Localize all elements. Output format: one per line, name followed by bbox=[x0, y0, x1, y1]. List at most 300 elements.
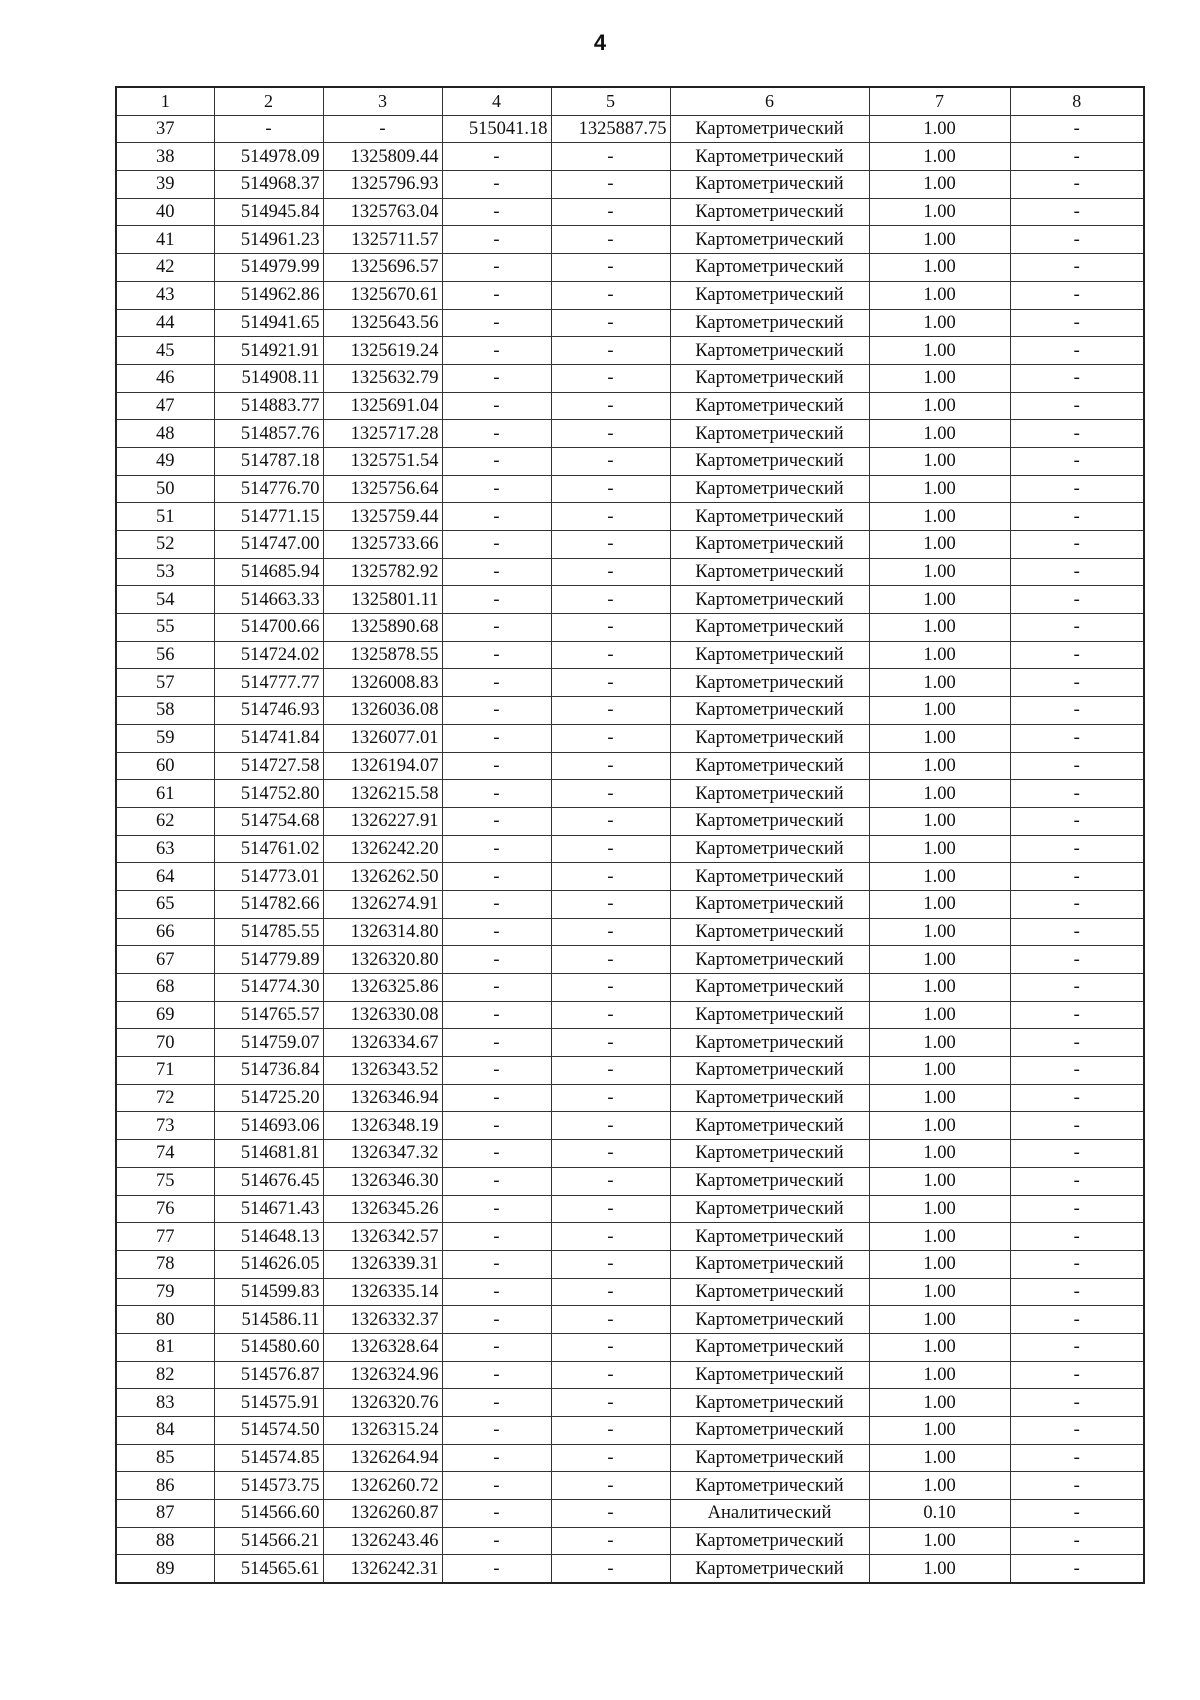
method-cell: Картометрический bbox=[670, 807, 869, 835]
column-header: 7 bbox=[869, 87, 1010, 115]
note-cell: - bbox=[1010, 1112, 1144, 1140]
accuracy-cell: 1.00 bbox=[869, 780, 1010, 808]
accuracy-cell: 1.00 bbox=[869, 890, 1010, 918]
note-cell: - bbox=[1010, 1195, 1144, 1223]
point-number-cell: 79 bbox=[116, 1278, 214, 1306]
y-coordinate-cell: 1325878.55 bbox=[323, 641, 442, 669]
note-cell: - bbox=[1010, 558, 1144, 586]
table-row bbox=[116, 1250, 1144, 1278]
y-coordinate-cell: 1326332.37 bbox=[323, 1306, 442, 1334]
accuracy-cell: 1.00 bbox=[869, 254, 1010, 282]
table-row bbox=[116, 1084, 1144, 1112]
y-coordinate-cell: 1326242.20 bbox=[323, 835, 442, 863]
y-new-coordinate-cell: - bbox=[551, 143, 670, 171]
y-coordinate-cell: 1326314.80 bbox=[323, 918, 442, 946]
note-cell: - bbox=[1010, 171, 1144, 199]
method-cell: Картометрический bbox=[670, 475, 869, 503]
note-cell: - bbox=[1010, 614, 1144, 642]
x-coordinate-cell: 514574.85 bbox=[214, 1444, 323, 1472]
x-coordinate-cell: 514566.21 bbox=[214, 1527, 323, 1555]
table-row bbox=[116, 641, 1144, 669]
note-cell: - bbox=[1010, 143, 1144, 171]
column-header: 8 bbox=[1010, 87, 1144, 115]
point-number-cell: 69 bbox=[116, 1001, 214, 1029]
x-new-coordinate-cell: - bbox=[442, 503, 551, 531]
accuracy-cell: 1.00 bbox=[869, 1472, 1010, 1500]
table-row bbox=[116, 1112, 1144, 1140]
note-cell: - bbox=[1010, 863, 1144, 891]
y-coordinate-cell: 1325717.28 bbox=[323, 420, 442, 448]
x-coordinate-cell: 514941.65 bbox=[214, 309, 323, 337]
method-cell: Картометрический bbox=[670, 1084, 869, 1112]
point-number-cell: 83 bbox=[116, 1389, 214, 1417]
x-coordinate-cell: 514566.60 bbox=[214, 1500, 323, 1528]
note-cell: - bbox=[1010, 807, 1144, 835]
y-new-coordinate-cell: - bbox=[551, 1057, 670, 1085]
method-cell: Картометрический bbox=[670, 1029, 869, 1057]
y-new-coordinate-cell: - bbox=[551, 1084, 670, 1112]
x-new-coordinate-cell: - bbox=[442, 697, 551, 725]
x-new-coordinate-cell: - bbox=[442, 1140, 551, 1168]
note-cell: - bbox=[1010, 309, 1144, 337]
y-new-coordinate-cell: - bbox=[551, 1389, 670, 1417]
y-new-coordinate-cell: - bbox=[551, 447, 670, 475]
x-new-coordinate-cell: - bbox=[442, 1417, 551, 1445]
x-coordinate-cell: 514921.91 bbox=[214, 337, 323, 365]
table-row bbox=[116, 531, 1144, 559]
y-coordinate-cell: 1326077.01 bbox=[323, 724, 442, 752]
method-cell: Картометрический bbox=[670, 503, 869, 531]
point-number-cell: 65 bbox=[116, 890, 214, 918]
point-number-cell: 48 bbox=[116, 420, 214, 448]
y-new-coordinate-cell: - bbox=[551, 752, 670, 780]
accuracy-cell: 1.00 bbox=[869, 1001, 1010, 1029]
x-new-coordinate-cell: - bbox=[442, 807, 551, 835]
point-number-cell: 63 bbox=[116, 835, 214, 863]
table-row bbox=[116, 1500, 1144, 1528]
note-cell: - bbox=[1010, 946, 1144, 974]
x-coordinate-cell: 514776.70 bbox=[214, 475, 323, 503]
y-new-coordinate-cell: - bbox=[551, 780, 670, 808]
table-row bbox=[116, 475, 1144, 503]
x-coordinate-cell: 514724.02 bbox=[214, 641, 323, 669]
y-new-coordinate-cell: - bbox=[551, 1306, 670, 1334]
y-coordinate-cell: 1326036.08 bbox=[323, 697, 442, 725]
y-coordinate-cell: 1326315.24 bbox=[323, 1417, 442, 1445]
accuracy-cell: 1.00 bbox=[869, 1029, 1010, 1057]
method-cell: Картометрический bbox=[670, 946, 869, 974]
table-row bbox=[116, 1223, 1144, 1251]
note-cell: - bbox=[1010, 1167, 1144, 1195]
point-number-cell: 74 bbox=[116, 1140, 214, 1168]
y-coordinate-cell: 1326264.94 bbox=[323, 1444, 442, 1472]
y-new-coordinate-cell: - bbox=[551, 503, 670, 531]
y-coordinate-cell: 1325763.04 bbox=[323, 198, 442, 226]
coordinates-table bbox=[115, 86, 1145, 1584]
y-new-coordinate-cell: - bbox=[551, 226, 670, 254]
x-new-coordinate-cell: - bbox=[442, 226, 551, 254]
method-cell: Картометрический bbox=[670, 1389, 869, 1417]
y-new-coordinate-cell: - bbox=[551, 1223, 670, 1251]
x-new-coordinate-cell: - bbox=[442, 171, 551, 199]
x-coordinate-cell: 514883.77 bbox=[214, 392, 323, 420]
method-cell: Картометрический bbox=[670, 171, 869, 199]
y-coordinate-cell: 1325809.44 bbox=[323, 143, 442, 171]
point-number-cell: 78 bbox=[116, 1250, 214, 1278]
table-row bbox=[116, 890, 1144, 918]
table-row bbox=[116, 198, 1144, 226]
table-row bbox=[116, 614, 1144, 642]
method-cell: Картометрический bbox=[670, 724, 869, 752]
y-new-coordinate-cell: - bbox=[551, 974, 670, 1002]
y-coordinate-cell: 1326328.64 bbox=[323, 1333, 442, 1361]
x-new-coordinate-cell: - bbox=[442, 1333, 551, 1361]
y-coordinate-cell: 1325696.57 bbox=[323, 254, 442, 282]
y-coordinate-cell: 1326339.31 bbox=[323, 1250, 442, 1278]
x-coordinate-cell: 514565.61 bbox=[214, 1555, 323, 1583]
accuracy-cell: 1.00 bbox=[869, 447, 1010, 475]
x-new-coordinate-cell: - bbox=[442, 641, 551, 669]
method-cell: Картометрический bbox=[670, 974, 869, 1002]
point-number-cell: 47 bbox=[116, 392, 214, 420]
note-cell: - bbox=[1010, 337, 1144, 365]
y-new-coordinate-cell: - bbox=[551, 1195, 670, 1223]
method-cell: Картометрический bbox=[670, 226, 869, 254]
method-cell: Картометрический bbox=[670, 890, 869, 918]
x-coordinate-cell: 514759.07 bbox=[214, 1029, 323, 1057]
method-cell: Картометрический bbox=[670, 780, 869, 808]
y-coordinate-cell: 1326260.72 bbox=[323, 1472, 442, 1500]
table-row bbox=[116, 1361, 1144, 1389]
column-header: 3 bbox=[323, 87, 442, 115]
note-cell: - bbox=[1010, 1140, 1144, 1168]
x-new-coordinate-cell: - bbox=[442, 918, 551, 946]
method-cell: Картометрический bbox=[670, 1112, 869, 1140]
note-cell: - bbox=[1010, 780, 1144, 808]
y-new-coordinate-cell: - bbox=[551, 946, 670, 974]
page-number: 4 bbox=[593, 30, 607, 55]
y-new-coordinate-cell: - bbox=[551, 254, 670, 282]
accuracy-cell: 1.00 bbox=[869, 226, 1010, 254]
table-row bbox=[116, 1167, 1144, 1195]
y-new-coordinate-cell: - bbox=[551, 807, 670, 835]
accuracy-cell: 1.00 bbox=[869, 281, 1010, 309]
note-cell: - bbox=[1010, 724, 1144, 752]
point-number-cell: 61 bbox=[116, 780, 214, 808]
method-cell: Картометрический bbox=[670, 614, 869, 642]
method-cell: Картометрический bbox=[670, 835, 869, 863]
x-new-coordinate-cell: - bbox=[442, 531, 551, 559]
note-cell: - bbox=[1010, 1555, 1144, 1583]
table-row bbox=[116, 807, 1144, 835]
table-row bbox=[116, 669, 1144, 697]
x-coordinate-cell: 514576.87 bbox=[214, 1361, 323, 1389]
method-cell: Картометрический bbox=[670, 143, 869, 171]
table-header-row bbox=[116, 87, 1144, 115]
x-coordinate-cell: 514787.18 bbox=[214, 447, 323, 475]
point-number-cell: 68 bbox=[116, 974, 214, 1002]
table-row bbox=[116, 974, 1144, 1002]
x-coordinate-cell: 514779.89 bbox=[214, 946, 323, 974]
x-new-coordinate-cell: - bbox=[442, 974, 551, 1002]
y-coordinate-cell: 1326227.91 bbox=[323, 807, 442, 835]
x-coordinate-cell: 514599.83 bbox=[214, 1278, 323, 1306]
note-cell: - bbox=[1010, 1084, 1144, 1112]
point-number-cell: 50 bbox=[116, 475, 214, 503]
x-new-coordinate-cell: - bbox=[442, 254, 551, 282]
accuracy-cell: 1.00 bbox=[869, 1417, 1010, 1445]
point-number-cell: 58 bbox=[116, 697, 214, 725]
table-row bbox=[116, 752, 1144, 780]
x-coordinate-cell: 514747.00 bbox=[214, 531, 323, 559]
x-new-coordinate-cell: - bbox=[442, 420, 551, 448]
method-cell: Картометрический bbox=[670, 420, 869, 448]
x-new-coordinate-cell: - bbox=[442, 309, 551, 337]
accuracy-cell: 1.00 bbox=[869, 143, 1010, 171]
point-number-cell: 45 bbox=[116, 337, 214, 365]
y-new-coordinate-cell: - bbox=[551, 281, 670, 309]
x-coordinate-cell: 514968.37 bbox=[214, 171, 323, 199]
x-coordinate-cell: 514676.45 bbox=[214, 1167, 323, 1195]
accuracy-cell: 1.00 bbox=[869, 1084, 1010, 1112]
point-number-cell: 76 bbox=[116, 1195, 214, 1223]
note-cell: - bbox=[1010, 1278, 1144, 1306]
accuracy-cell: 1.00 bbox=[869, 1555, 1010, 1583]
x-new-coordinate-cell: - bbox=[442, 780, 551, 808]
y-coordinate-cell: 1326342.57 bbox=[323, 1223, 442, 1251]
x-coordinate-cell: 514573.75 bbox=[214, 1472, 323, 1500]
point-number-cell: 66 bbox=[116, 918, 214, 946]
table-row bbox=[116, 1001, 1144, 1029]
x-new-coordinate-cell: - bbox=[442, 1361, 551, 1389]
y-coordinate-cell: 1325733.66 bbox=[323, 531, 442, 559]
method-cell: Картометрический bbox=[670, 281, 869, 309]
method-cell: Картометрический bbox=[670, 586, 869, 614]
y-coordinate-cell: 1326243.46 bbox=[323, 1527, 442, 1555]
y-coordinate-cell: 1325643.56 bbox=[323, 309, 442, 337]
x-new-coordinate-cell: - bbox=[442, 1167, 551, 1195]
column-header: 4 bbox=[442, 87, 551, 115]
note-cell: - bbox=[1010, 1057, 1144, 1085]
accuracy-cell: 1.00 bbox=[869, 669, 1010, 697]
point-number-cell: 77 bbox=[116, 1223, 214, 1251]
y-new-coordinate-cell: - bbox=[551, 558, 670, 586]
point-number-cell: 82 bbox=[116, 1361, 214, 1389]
method-cell: Картометрический bbox=[670, 752, 869, 780]
y-new-coordinate-cell: - bbox=[551, 669, 670, 697]
x-coordinate-cell: 514761.02 bbox=[214, 835, 323, 863]
x-coordinate-cell: 514580.60 bbox=[214, 1333, 323, 1361]
y-new-coordinate-cell: - bbox=[551, 1333, 670, 1361]
x-coordinate-cell: 514700.66 bbox=[214, 614, 323, 642]
method-cell: Картометрический bbox=[670, 1555, 869, 1583]
x-new-coordinate-cell: - bbox=[442, 1084, 551, 1112]
y-new-coordinate-cell: - bbox=[551, 1472, 670, 1500]
x-new-coordinate-cell: - bbox=[442, 863, 551, 891]
x-new-coordinate-cell: - bbox=[442, 890, 551, 918]
accuracy-cell: 1.00 bbox=[869, 1250, 1010, 1278]
note-cell: - bbox=[1010, 226, 1144, 254]
y-new-coordinate-cell: - bbox=[551, 1250, 670, 1278]
point-number-cell: 71 bbox=[116, 1057, 214, 1085]
x-new-coordinate-cell: - bbox=[442, 1527, 551, 1555]
method-cell: Картометрический bbox=[670, 254, 869, 282]
y-coordinate-cell: 1326347.32 bbox=[323, 1140, 442, 1168]
method-cell: Картометрический bbox=[670, 1195, 869, 1223]
y-new-coordinate-cell: - bbox=[551, 531, 670, 559]
table-row bbox=[116, 364, 1144, 392]
method-cell: Картометрический bbox=[670, 863, 869, 891]
y-new-coordinate-cell: - bbox=[551, 475, 670, 503]
method-cell: Картометрический bbox=[670, 392, 869, 420]
note-cell: - bbox=[1010, 697, 1144, 725]
x-coordinate-cell: - bbox=[214, 115, 323, 143]
method-cell: Картометрический bbox=[670, 1057, 869, 1085]
table-row bbox=[116, 724, 1144, 752]
x-new-coordinate-cell: - bbox=[442, 1555, 551, 1583]
x-new-coordinate-cell: - bbox=[442, 1472, 551, 1500]
y-new-coordinate-cell: - bbox=[551, 586, 670, 614]
x-coordinate-cell: 514773.01 bbox=[214, 863, 323, 891]
table-row bbox=[116, 1389, 1144, 1417]
note-cell: - bbox=[1010, 752, 1144, 780]
method-cell: Картометрический bbox=[670, 1250, 869, 1278]
table-row bbox=[116, 309, 1144, 337]
x-new-coordinate-cell: - bbox=[442, 143, 551, 171]
x-new-coordinate-cell: - bbox=[442, 1001, 551, 1029]
note-cell: - bbox=[1010, 974, 1144, 1002]
method-cell: Картометрический bbox=[670, 1361, 869, 1389]
y-coordinate-cell: 1325670.61 bbox=[323, 281, 442, 309]
x-coordinate-cell: 514945.84 bbox=[214, 198, 323, 226]
x-coordinate-cell: 514741.84 bbox=[214, 724, 323, 752]
y-new-coordinate-cell: - bbox=[551, 724, 670, 752]
note-cell: - bbox=[1010, 586, 1144, 614]
y-coordinate-cell: 1326343.52 bbox=[323, 1057, 442, 1085]
y-coordinate-cell: 1326262.50 bbox=[323, 863, 442, 891]
accuracy-cell: 1.00 bbox=[869, 1195, 1010, 1223]
table-row bbox=[116, 115, 1144, 143]
x-coordinate-cell: 514908.11 bbox=[214, 364, 323, 392]
x-new-coordinate-cell: - bbox=[442, 1250, 551, 1278]
note-cell: - bbox=[1010, 364, 1144, 392]
accuracy-cell: 1.00 bbox=[869, 309, 1010, 337]
y-coordinate-cell: - bbox=[323, 115, 442, 143]
x-new-coordinate-cell: - bbox=[442, 1278, 551, 1306]
note-cell: - bbox=[1010, 198, 1144, 226]
point-number-cell: 81 bbox=[116, 1333, 214, 1361]
accuracy-cell: 1.00 bbox=[869, 586, 1010, 614]
method-cell: Картометрический bbox=[670, 531, 869, 559]
note-cell: - bbox=[1010, 392, 1144, 420]
table-row bbox=[116, 863, 1144, 891]
note-cell: - bbox=[1010, 475, 1144, 503]
point-number-cell: 43 bbox=[116, 281, 214, 309]
x-new-coordinate-cell: - bbox=[442, 1112, 551, 1140]
y-new-coordinate-cell: - bbox=[551, 697, 670, 725]
y-new-coordinate-cell: - bbox=[551, 420, 670, 448]
accuracy-cell: 1.00 bbox=[869, 115, 1010, 143]
y-coordinate-cell: 1325759.44 bbox=[323, 503, 442, 531]
accuracy-cell: 1.00 bbox=[869, 1140, 1010, 1168]
accuracy-cell: 1.00 bbox=[869, 1057, 1010, 1085]
point-number-cell: 80 bbox=[116, 1306, 214, 1334]
note-cell: - bbox=[1010, 1527, 1144, 1555]
method-cell: Аналитический bbox=[670, 1500, 869, 1528]
y-new-coordinate-cell: - bbox=[551, 392, 670, 420]
y-new-coordinate-cell: - bbox=[551, 1140, 670, 1168]
accuracy-cell: 1.00 bbox=[869, 337, 1010, 365]
y-coordinate-cell: 1326194.07 bbox=[323, 752, 442, 780]
y-new-coordinate-cell: - bbox=[551, 1112, 670, 1140]
y-coordinate-cell: 1326242.31 bbox=[323, 1555, 442, 1583]
accuracy-cell: 1.00 bbox=[869, 558, 1010, 586]
note-cell: - bbox=[1010, 1250, 1144, 1278]
point-number-cell: 56 bbox=[116, 641, 214, 669]
table-row bbox=[116, 226, 1144, 254]
y-coordinate-cell: 1325756.64 bbox=[323, 475, 442, 503]
y-coordinate-cell: 1326330.08 bbox=[323, 1001, 442, 1029]
method-cell: Картометрический bbox=[670, 1223, 869, 1251]
x-coordinate-cell: 514725.20 bbox=[214, 1084, 323, 1112]
table-row bbox=[116, 171, 1144, 199]
x-coordinate-cell: 514671.43 bbox=[214, 1195, 323, 1223]
accuracy-cell: 1.00 bbox=[869, 614, 1010, 642]
accuracy-cell: 1.00 bbox=[869, 1361, 1010, 1389]
x-coordinate-cell: 514574.50 bbox=[214, 1417, 323, 1445]
table-row bbox=[116, 835, 1144, 863]
accuracy-cell: 1.00 bbox=[869, 1278, 1010, 1306]
point-number-cell: 75 bbox=[116, 1167, 214, 1195]
y-new-coordinate-cell: - bbox=[551, 1527, 670, 1555]
y-new-coordinate-cell: - bbox=[551, 1001, 670, 1029]
note-cell: - bbox=[1010, 1361, 1144, 1389]
table-body bbox=[116, 115, 1144, 1583]
x-coordinate-cell: 514575.91 bbox=[214, 1389, 323, 1417]
y-coordinate-cell: 1325890.68 bbox=[323, 614, 442, 642]
point-number-cell: 72 bbox=[116, 1084, 214, 1112]
note-cell: - bbox=[1010, 503, 1144, 531]
point-number-cell: 62 bbox=[116, 807, 214, 835]
x-new-coordinate-cell: - bbox=[442, 946, 551, 974]
y-new-coordinate-cell: - bbox=[551, 1029, 670, 1057]
accuracy-cell: 1.00 bbox=[869, 364, 1010, 392]
y-coordinate-cell: 1326345.26 bbox=[323, 1195, 442, 1223]
x-coordinate-cell: 514978.09 bbox=[214, 143, 323, 171]
x-new-coordinate-cell: - bbox=[442, 447, 551, 475]
x-new-coordinate-cell: - bbox=[442, 724, 551, 752]
note-cell: - bbox=[1010, 1389, 1144, 1417]
point-number-cell: 38 bbox=[116, 143, 214, 171]
y-coordinate-cell: 1325801.11 bbox=[323, 586, 442, 614]
x-coordinate-cell: 514681.81 bbox=[214, 1140, 323, 1168]
point-number-cell: 52 bbox=[116, 531, 214, 559]
method-cell: Картометрический bbox=[670, 1167, 869, 1195]
x-new-coordinate-cell: - bbox=[442, 364, 551, 392]
note-cell: - bbox=[1010, 531, 1144, 559]
method-cell: Картометрический bbox=[670, 641, 869, 669]
accuracy-cell: 1.00 bbox=[869, 835, 1010, 863]
x-coordinate-cell: 514736.84 bbox=[214, 1057, 323, 1085]
accuracy-cell: 1.00 bbox=[869, 1167, 1010, 1195]
method-cell: Картометрический bbox=[670, 1527, 869, 1555]
table-row bbox=[116, 558, 1144, 586]
note-cell: - bbox=[1010, 115, 1144, 143]
table-row bbox=[116, 1057, 1144, 1085]
point-number-cell: 73 bbox=[116, 1112, 214, 1140]
note-cell: - bbox=[1010, 669, 1144, 697]
note-cell: - bbox=[1010, 1333, 1144, 1361]
